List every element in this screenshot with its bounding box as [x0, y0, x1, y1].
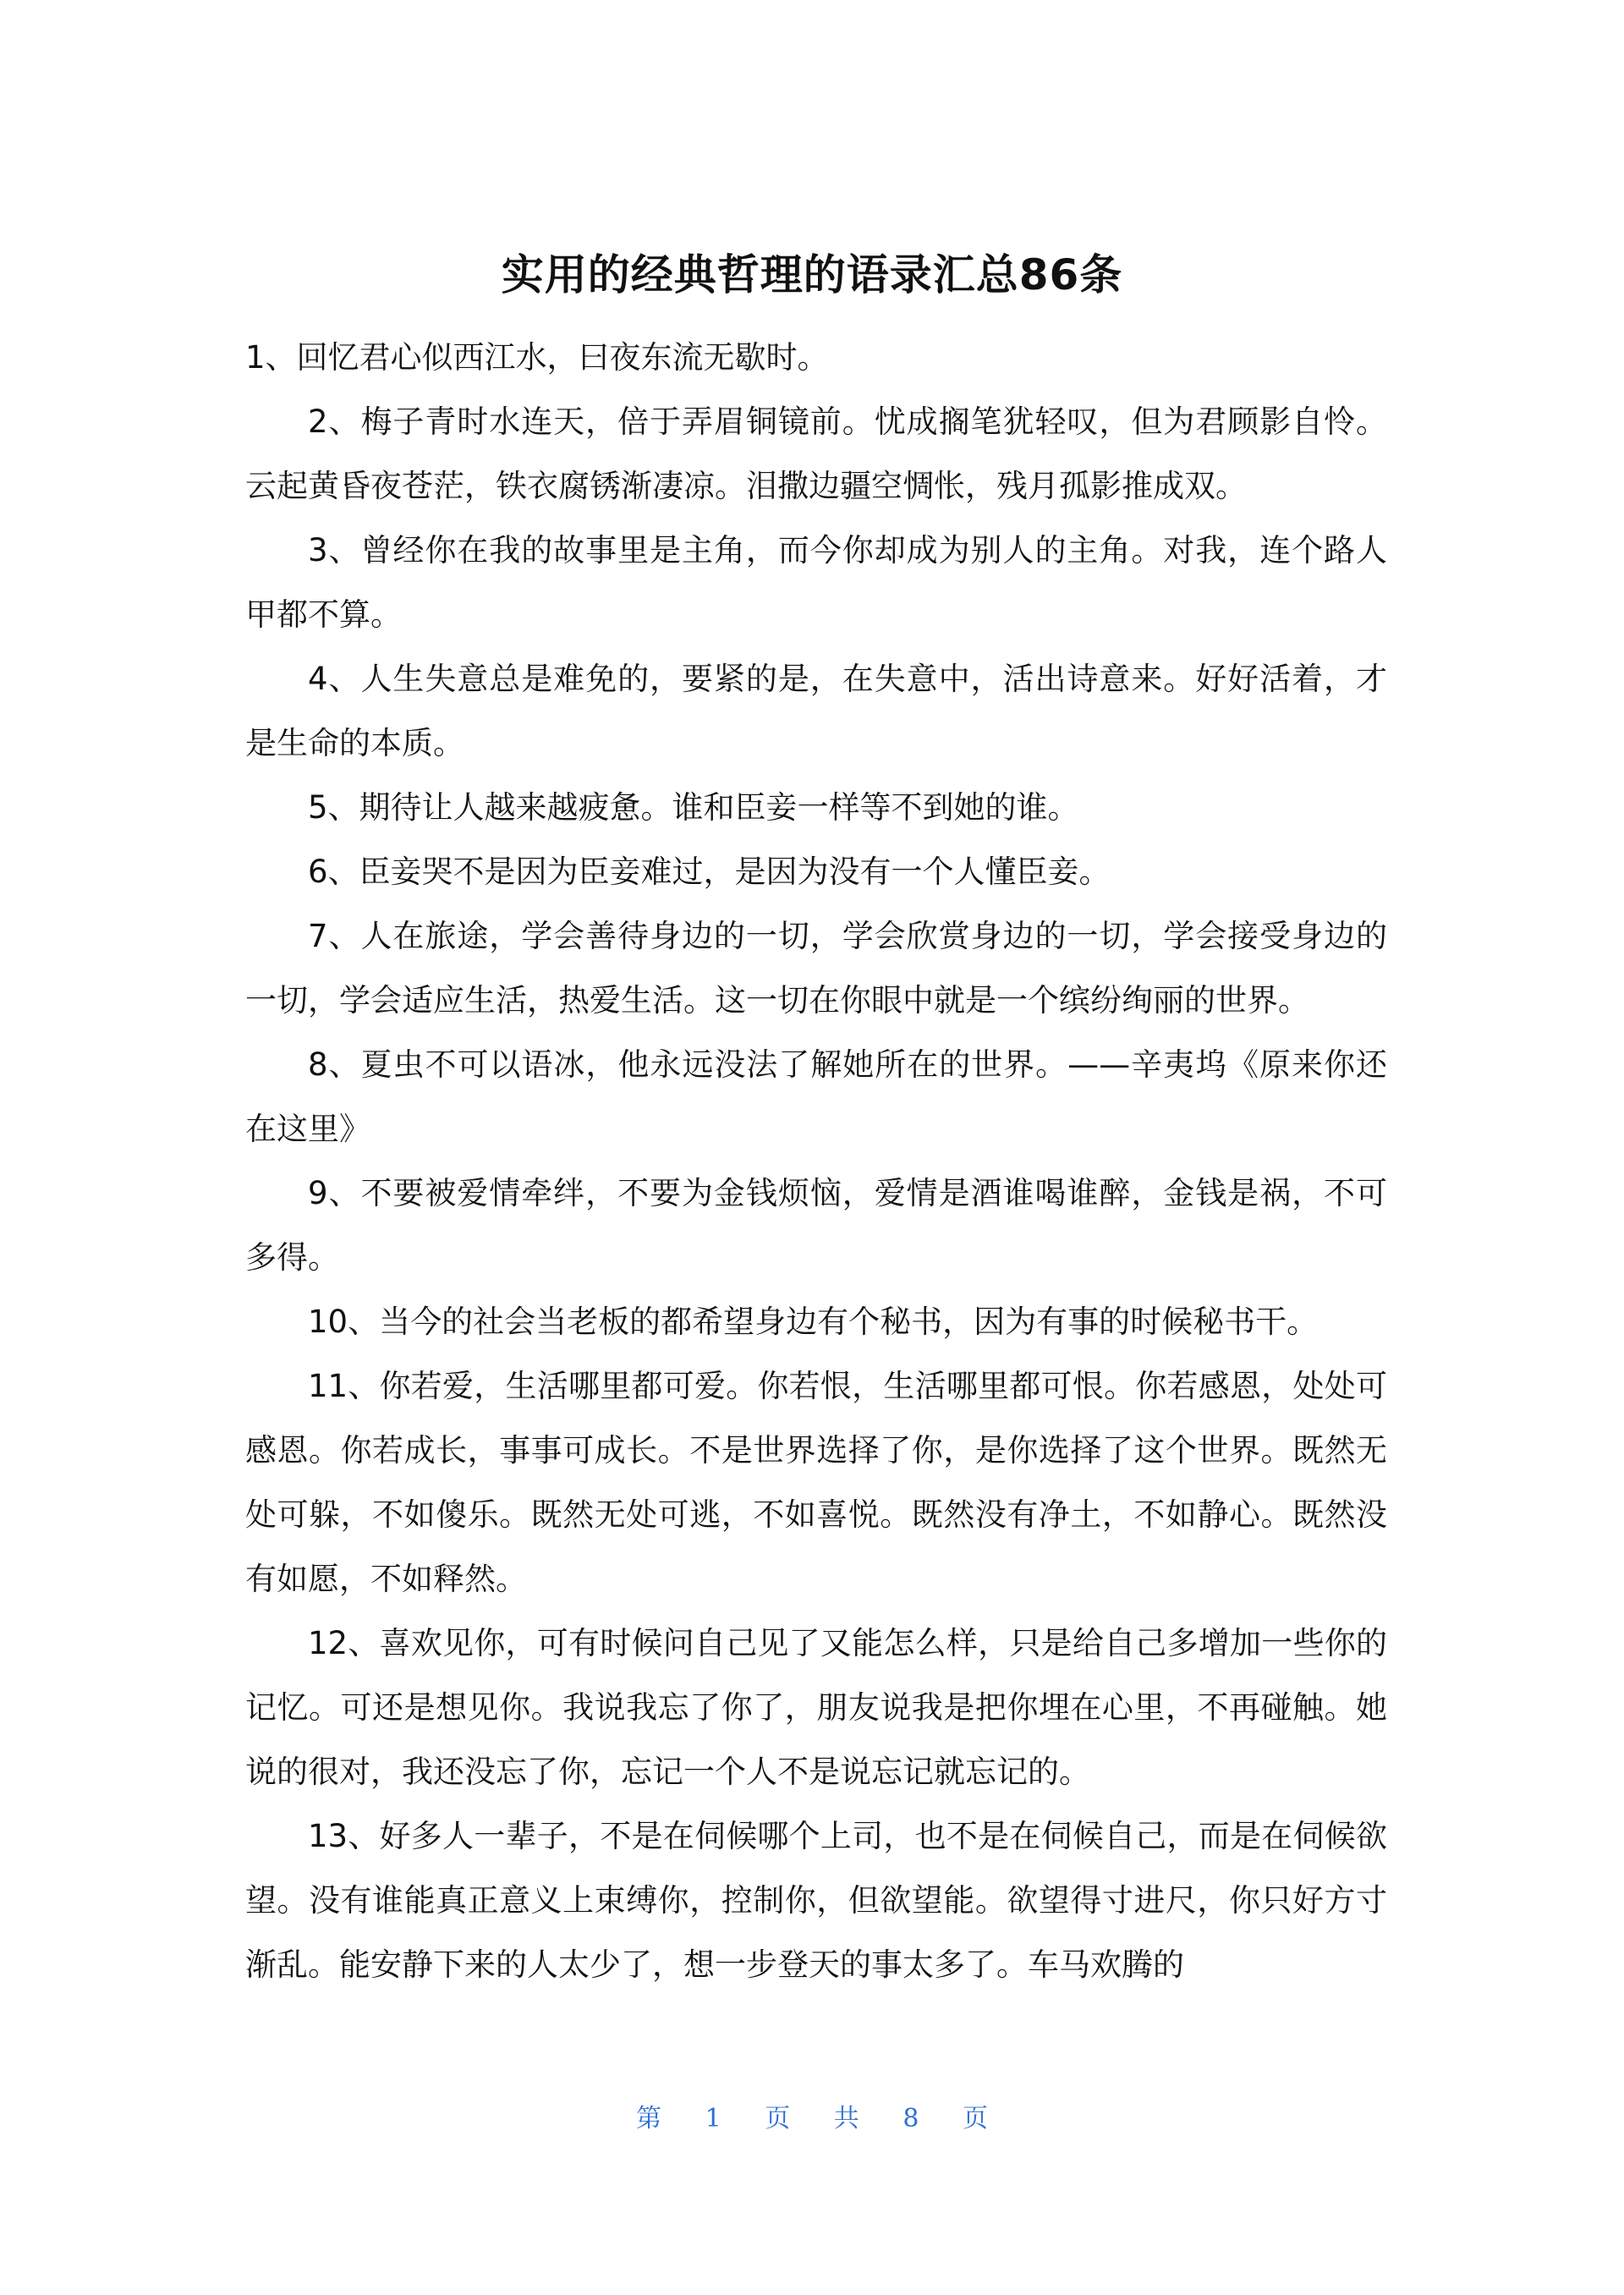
footer-page-mid: 页 — [765, 2104, 791, 2133]
document-title: 实用的经典哲理的语录汇总86条 — [501, 250, 1123, 299]
paragraph-7: 7、人在旅途，学会善待身边的一切，学会欣赏身边的一切，学会接受身边的一切，学会适应生活，热爱生活。这一切在你眼中就是一个缤纷绚丽的世界。 — [245, 918, 1387, 1018]
footer-total-label: 共 — [833, 2104, 859, 2133]
paragraph-13: 13、好多人一辈子，不是在伺候哪个上司，也不是在伺候自己，而是在伺候欲望。没有谁能真正意义上束缚你，控制你，但欲望能。欲望得寸进尺，你只好方寸渐乱。能安静下来的人太少了，想一步登天的事太多了。车马欢腾的 — [245, 1818, 1387, 1983]
paragraph-5: 5、期待让人越来越疲惫。谁和臣妾一样等不到她的谁。 — [308, 789, 1079, 826]
document-body — [245, 326, 1387, 1997]
paragraph-1: 1、回忆君心似西江水，曰夜东流无歇时。 — [245, 339, 829, 376]
paragraph-9: 9、不要被爱情牵绊，不要为金钱烦恼，爱情是酒谁喝谁醉，金钱是祸，不可多得。 — [245, 1175, 1387, 1276]
paragraph-12: 12、喜欢见你，可有时候问自己见了又能怎么样，只是给自己多增加一些你的记忆。可还是想见你。我说我忘了你了，朋友说我是把你埋在心里，不再碰触。她说的很对，我还没忘了你，忘记一个人不是说忘记就忘记的。 — [245, 1625, 1387, 1790]
footer-total-pages: 8 — [903, 2104, 919, 2133]
paragraph-3: 3、曾经你在我的故事里是主角，而今你却成为别人的主角。对我，连个路人甲都不算。 — [245, 532, 1387, 633]
footer-current-page: 1 — [705, 2104, 721, 2133]
footer-prefix: 第 — [636, 2104, 662, 2133]
paragraph-8: 8、夏虫不可以语冰，他永远没法了解她所在的世界。——辛夷坞《原来你还在这里》 — [245, 1046, 1387, 1147]
footer-suffix: 页 — [962, 2104, 988, 2133]
page-footer — [0, 2102, 1624, 2136]
paragraph-11: 11、你若爱，生活哪里都可爱。你若恨，生活哪里都可恨。你若感恩，处处可感恩。你若成长，事事可成长。不是世界选择了你，是你选择了这个世界。既然无处可躲，不如傻乐。既然无处可逃，不如喜悦。既然没有净土，不如静心。既然没有如愿，不如释然。 — [245, 1368, 1387, 1597]
paragraph-4: 4、人生失意总是难免的，要紧的是，在失意中，活出诗意来。好好活着，才是生命的本质。 — [245, 661, 1387, 761]
paragraph-2: 2、梅子青时水连天，倍于弄眉铜镜前。忧成搁笔犹轻叹，但为君顾影自怜。云起黄昏夜苍茫，铁衣腐锈渐凄凉。泪撒边疆空惆怅，残月孤影推成双。 — [245, 404, 1387, 504]
paragraph-6: 6、臣妾哭不是因为臣妾难过，是因为没有一个人懂臣妾。 — [308, 854, 1111, 890]
paragraph-10: 10、当今的社会当老板的都希望身边有个秘书，因为有事的时候秘书干。 — [308, 1304, 1319, 1340]
